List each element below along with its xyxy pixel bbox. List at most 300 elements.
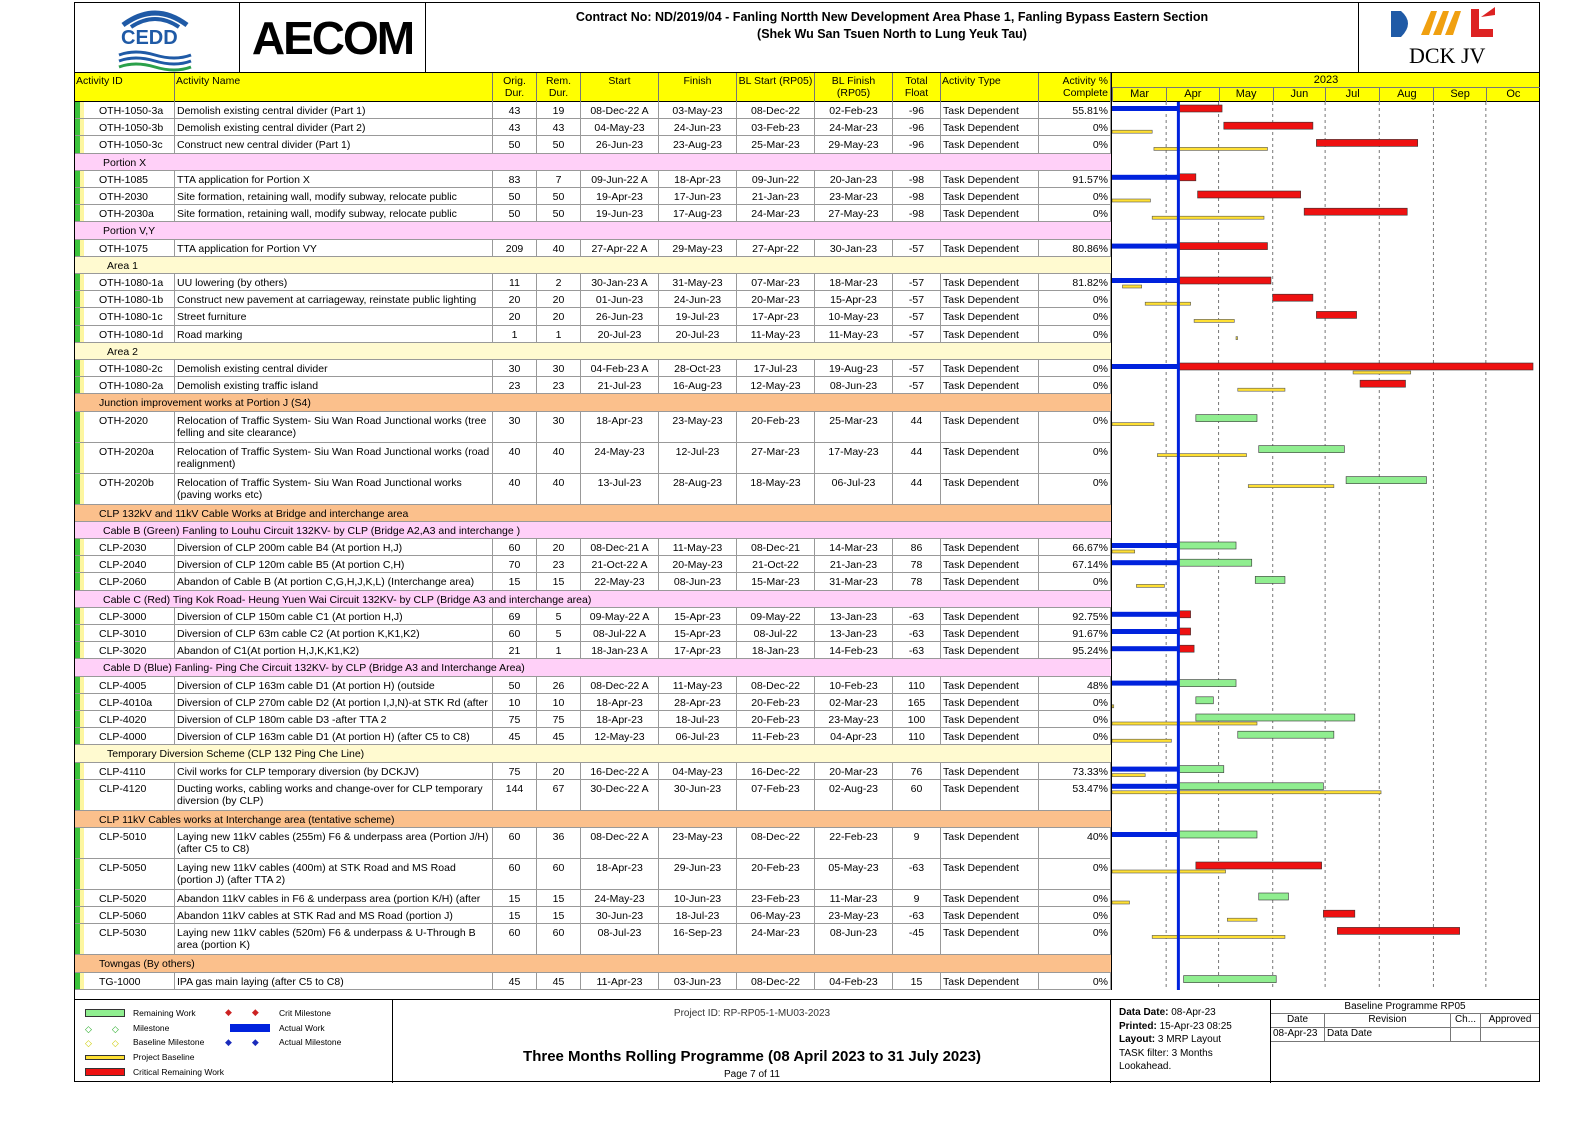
cell-id: OTH-2020a	[97, 443, 175, 473]
cell-rd: 20	[537, 539, 581, 555]
cell-f: 18-Apr-23	[659, 171, 737, 187]
remaining-work-bar	[1196, 697, 1213, 704]
cell-id: CLP-2060	[97, 573, 175, 589]
cell-tf: -96	[893, 136, 941, 152]
cell-rd: 15	[537, 907, 581, 923]
printed-label: Printed:	[1119, 1020, 1157, 1032]
rev-col-approved: Approved	[1488, 1014, 1532, 1025]
cell-bf: 19-Aug-23	[815, 360, 893, 376]
table-row[interactable]	[75, 573, 1111, 590]
critical-work-bar	[1337, 927, 1459, 934]
cell-rd: 40	[537, 474, 581, 504]
cell-od: 60	[493, 924, 537, 954]
cell-f: 06-Jul-23	[659, 728, 737, 744]
cell-bf: 18-Mar-23	[815, 274, 893, 290]
cell-bf: 14-Feb-23	[815, 642, 893, 658]
cell-name: Diversion of CLP 150m cable C1 (At portion H,J)	[175, 608, 493, 624]
cell-name: Demolish existing central divider	[175, 360, 493, 376]
legend-milestone: Milestone	[133, 1023, 170, 1033]
critical-work-bar	[1196, 862, 1322, 869]
cell-type: Task Dependent	[941, 924, 1039, 954]
actual-work-bar	[1112, 543, 1178, 548]
cell-s: 08-Dec-21 A	[581, 539, 659, 555]
cell-pc: 0%	[1039, 188, 1111, 204]
baseline-bar	[1112, 199, 1150, 202]
cell-od: 45	[493, 973, 537, 989]
aecom-logo: AECOM	[240, 3, 426, 73]
cedd-logo	[75, 3, 240, 73]
cell-tf: -96	[893, 119, 941, 135]
cell-tf: -63	[893, 859, 941, 889]
cell-tf: -63	[893, 907, 941, 923]
cell-od: 60	[493, 539, 537, 555]
actual-work-bar	[1112, 832, 1178, 837]
cell-rd: 2	[537, 274, 581, 290]
cell-s: 13-Jul-23	[581, 474, 659, 504]
cell-s: 09-Jun-22 A	[581, 171, 659, 187]
wbs-band[interactable]: Junction improvement works at Portion J (S4)	[75, 394, 1111, 411]
cell-s: 11-Apr-23	[581, 973, 659, 989]
cell-f: 28-Oct-23	[659, 360, 737, 376]
cell-bs: 20-Feb-23	[737, 694, 815, 710]
cell-type: Task Dependent	[941, 625, 1039, 641]
cell-pc: 40%	[1039, 828, 1111, 858]
cell-s: 18-Jan-23 A	[581, 642, 659, 658]
cell-f: 17-Aug-23	[659, 205, 737, 221]
cell-od: 43	[493, 119, 537, 135]
cell-pc: 91.67%	[1039, 625, 1111, 641]
actual-work-bar	[1112, 646, 1178, 651]
table-row[interactable]	[75, 556, 1111, 573]
cell-id: OTH-2020b	[97, 474, 175, 504]
table-row[interactable]	[75, 728, 1111, 745]
cell-name: Laying new 11kV cables (520m) F6 & underpass & U-Through B area (portion K)	[175, 924, 493, 954]
cell-s: 12-May-23	[581, 728, 659, 744]
cell-name: Ducting works, cabling works and change-over for CLP temporary diversion (by CLP)	[175, 780, 493, 810]
cell-tf: 44	[893, 474, 941, 504]
cell-name: Abandon 11kV cables at STK Rad and MS Road (portion J)	[175, 907, 493, 923]
baseline-bar	[1112, 705, 1114, 708]
cell-bs: 09-Jun-22	[737, 171, 815, 187]
cell-bs: 07-Mar-23	[737, 274, 815, 290]
dck-logo-graphic	[1359, 3, 1540, 43]
table-row[interactable]	[75, 625, 1111, 642]
layout-label: Layout:	[1119, 1034, 1156, 1045]
col-orig-dur[interactable]: Orig. Dur.	[493, 73, 537, 102]
cell-id: CLP-3000	[97, 608, 175, 624]
cell-bf: 04-Apr-23	[815, 728, 893, 744]
baseline-bar	[1157, 454, 1246, 457]
cell-rd: 20	[537, 308, 581, 324]
table-row[interactable]	[75, 642, 1111, 659]
cell-tf: 44	[893, 412, 941, 442]
table-row[interactable]	[75, 474, 1111, 505]
data-date-box	[1111, 1000, 1271, 1083]
cedd-logo-text: CEDD	[121, 27, 178, 49]
col-bl-start[interactable]: BL Start (RP05)	[737, 73, 815, 102]
cell-name: IPA gas main laying (after C5 to C8)	[175, 973, 493, 989]
rev-col-revision: Revision	[1325, 1014, 1451, 1028]
wbs-band[interactable]: Cable D (Blue) Fanling- Ping Che Circuit 132KV- by CLP (Bridge A3 and Interchange Area)	[75, 659, 1111, 676]
cell-f: 03-May-23	[659, 102, 737, 118]
cell-s: 26-Jun-23	[581, 136, 659, 152]
cell-bs: 16-Dec-22	[737, 763, 815, 779]
cell-s: 16-Dec-22 A	[581, 763, 659, 779]
col-activity-name[interactable]: Activity Name	[175, 73, 493, 102]
cell-od: 10	[493, 694, 537, 710]
cell-s: 21-Jul-23	[581, 377, 659, 393]
cell-type: Task Dependent	[941, 119, 1039, 135]
cell-f: 11-May-23	[659, 677, 737, 693]
table-row[interactable]	[75, 119, 1111, 136]
cell-od: 60	[493, 859, 537, 889]
wbs-band[interactable]: Area 2	[75, 343, 1111, 360]
cell-bs: 08-Dec-21	[737, 539, 815, 555]
cell-name: TTA application for Portion VY	[175, 240, 493, 256]
cell-name: Construct new central divider (Part 1)	[175, 136, 493, 152]
col-rem-dur[interactable]: Rem. Dur.	[537, 73, 581, 102]
legend-crit-milestone: Crit Milestone	[279, 1008, 331, 1018]
baseline-bar	[1112, 739, 1171, 742]
remaining-work-bar	[1178, 783, 1323, 790]
cell-bf: 10-May-23	[815, 308, 893, 324]
cell-f: 24-Jun-23	[659, 119, 737, 135]
cell-s: 30-Dec-22 A	[581, 780, 659, 810]
wbs-band[interactable]: Cable C (Red) Ting Kok Road- Heung Yuen Wai Circuit 132KV- by CLP (Bridge A3 and interchange area)	[75, 591, 1111, 608]
table-row[interactable]	[75, 412, 1111, 443]
cell-od: 15	[493, 573, 537, 589]
cell-s: 21-Oct-22 A	[581, 556, 659, 572]
cell-bf: 31-Mar-23	[815, 573, 893, 589]
cell-bf: 29-May-23	[815, 136, 893, 152]
rev-checked	[1451, 1028, 1481, 1042]
critical-work-bar	[1178, 174, 1195, 181]
remaining-work-swatch	[85, 1009, 125, 1017]
table-row[interactable]	[75, 539, 1111, 556]
table-row[interactable]	[75, 924, 1111, 955]
cell-f: 18-Jul-23	[659, 711, 737, 727]
rev-date: 08-Apr-23	[1271, 1028, 1325, 1042]
actual-work-bar	[1112, 629, 1178, 634]
table-row[interactable]	[75, 694, 1111, 711]
gantt-chart	[1111, 102, 1539, 990]
cell-id: OTH-1080-2a	[97, 377, 175, 393]
cell-id: OTH-1050-3b	[97, 119, 175, 135]
cell-id: CLP-5030	[97, 924, 175, 954]
task-filter: TASK filter: 3 Months Lookahead.	[1119, 1047, 1213, 1072]
cell-bf: 23-Mar-23	[815, 188, 893, 204]
col-start[interactable]: Start	[581, 73, 659, 102]
cell-id: OTH-2030a	[97, 205, 175, 221]
table-row[interactable]	[75, 171, 1111, 188]
cell-bs: 08-Dec-22	[737, 102, 815, 118]
cell-bs: 15-Mar-23	[737, 573, 815, 589]
cell-bf: 08-Jun-23	[815, 377, 893, 393]
cell-pc: 0%	[1039, 136, 1111, 152]
footer-title-box	[393, 1000, 1111, 1083]
remaining-work-bar	[1178, 542, 1236, 549]
cell-od: 11	[493, 274, 537, 290]
cell-rd: 43	[537, 119, 581, 135]
table-row[interactable]	[75, 205, 1111, 222]
cell-bs: 21-Oct-22	[737, 556, 815, 572]
cell-tf: -98	[893, 171, 941, 187]
cell-pc: 0%	[1039, 711, 1111, 727]
critical-work-bar	[1178, 105, 1222, 112]
cell-id: CLP-4005	[97, 677, 175, 693]
table-row[interactable]	[75, 859, 1111, 890]
cell-rd: 23	[537, 556, 581, 572]
cell-type: Task Dependent	[941, 780, 1039, 810]
cell-bf: 23-May-23	[815, 711, 893, 727]
cell-type: Task Dependent	[941, 171, 1039, 187]
cell-s: 19-Apr-23	[581, 188, 659, 204]
cell-f: 16-Sep-23	[659, 924, 737, 954]
table-row[interactable]	[75, 907, 1111, 924]
cell-od: 30	[493, 360, 537, 376]
cell-rd: 60	[537, 924, 581, 954]
cell-tf: -57	[893, 360, 941, 376]
cell-pc: 0%	[1039, 443, 1111, 473]
cell-pc: 0%	[1039, 205, 1111, 221]
cell-id: OTH-2020	[97, 412, 175, 442]
table-row[interactable]	[75, 102, 1111, 119]
cell-bs: 09-May-22	[737, 608, 815, 624]
dck-jv-logo	[1358, 3, 1539, 73]
cell-id: CLP-4000	[97, 728, 175, 744]
cell-tf: 60	[893, 780, 941, 810]
revision-row	[1271, 1028, 1539, 1042]
baseline-bar	[1152, 935, 1285, 938]
baseline-bar	[1112, 774, 1145, 777]
cell-name: Diversion of CLP 270m cable D2 (At portion I,J,N)-at STK Rd (after	[175, 694, 493, 710]
cell-id: OTH-1075	[97, 240, 175, 256]
table-row[interactable]	[75, 890, 1111, 907]
cell-tf: 110	[893, 728, 941, 744]
baseline-bar	[1248, 485, 1334, 488]
col-pct-complete[interactable]: Activity % Complete	[1039, 73, 1111, 102]
cell-bf: 05-May-23	[815, 859, 893, 889]
cell-type: Task Dependent	[941, 907, 1039, 923]
table-row[interactable]	[75, 608, 1111, 625]
baseline-bar	[1227, 918, 1257, 921]
cell-tf: -45	[893, 924, 941, 954]
cell-bs: 08-Dec-22	[737, 973, 815, 989]
cell-name: Abandon 11kV cables in F6 & underpass area (portion K/H) (after	[175, 890, 493, 906]
table-row[interactable]	[75, 828, 1111, 859]
wbs-band[interactable]: Portion V,Y	[75, 222, 1111, 239]
cell-bs: 17-Jul-23	[737, 360, 815, 376]
cell-pc: 66.67%	[1039, 539, 1111, 555]
wbs-band[interactable]: Portion X	[75, 154, 1111, 171]
cell-od: 20	[493, 308, 537, 324]
cell-name: Demolish existing traffic island	[175, 377, 493, 393]
cell-f: 23-May-23	[659, 412, 737, 442]
cell-bf: 15-Apr-23	[815, 291, 893, 307]
cell-bs: 06-May-23	[737, 907, 815, 923]
cell-bs: 12-May-23	[737, 377, 815, 393]
wbs-band[interactable]: CLP 11kV Cables works at Interchange area (tentative scheme)	[75, 811, 1111, 828]
cell-type: Task Dependent	[941, 291, 1039, 307]
cell-tf: 100	[893, 711, 941, 727]
dck-jv-text: DCK JV	[1409, 43, 1486, 68]
cell-pc: 73.33%	[1039, 763, 1111, 779]
printed-value: 15-Apr-23 08:25	[1159, 1020, 1232, 1032]
cell-bf: 17-May-23	[815, 443, 893, 473]
actual-work-bar	[1112, 244, 1178, 249]
footer-legend	[75, 999, 1539, 1082]
cell-od: 69	[493, 608, 537, 624]
cell-f: 24-Jun-23	[659, 291, 737, 307]
actual-work-swatch	[230, 1024, 270, 1032]
cell-type: Task Dependent	[941, 608, 1039, 624]
cell-s: 08-Jul-22 A	[581, 625, 659, 641]
cell-type: Task Dependent	[941, 573, 1039, 589]
cell-type: Task Dependent	[941, 360, 1039, 376]
cell-pc: 0%	[1039, 924, 1111, 954]
cell-name: Diversion of CLP 200m cable B4 (At portion H,J)	[175, 539, 493, 555]
wbs-band[interactable]: Cable B (Green) Fanling to Louhu Circuit 132KV- by CLP (Bridge A2,A3 and interchange )	[75, 522, 1111, 539]
cell-f: 29-May-23	[659, 240, 737, 256]
cell-pc: 91.57%	[1039, 171, 1111, 187]
table-row[interactable]	[75, 136, 1111, 153]
col-total-float[interactable]: Total Float	[893, 73, 941, 102]
cell-name: Laying new 11kV cables (400m) at STK Road and MS Road (portion J) (after TTA 2)	[175, 859, 493, 889]
cell-od: 209	[493, 240, 537, 256]
table-row[interactable]	[75, 291, 1111, 308]
schedule-sheet	[74, 2, 1540, 1082]
cell-id: OTH-1080-1c	[97, 308, 175, 324]
cell-id: CLP-4010a	[97, 694, 175, 710]
cell-rd: 23	[537, 377, 581, 393]
cell-name: Diversion of CLP 180m cable D3 -after TTA 2	[175, 711, 493, 727]
timeline-year: 2023	[1112, 73, 1540, 88]
cell-pc: 0%	[1039, 412, 1111, 442]
remaining-work-bar	[1184, 976, 1277, 983]
cell-rd: 1	[537, 326, 581, 342]
cell-type: Task Dependent	[941, 188, 1039, 204]
table-row[interactable]	[75, 240, 1111, 257]
wbs-band[interactable]: Temporary Diversion Scheme (CLP 132 Ping Che Line)	[75, 745, 1111, 762]
cell-type: Task Dependent	[941, 412, 1039, 442]
cell-s: 08-Jul-23	[581, 924, 659, 954]
wbs-band[interactable]: Area 1	[75, 257, 1111, 274]
table-row[interactable]	[75, 274, 1111, 291]
cell-name: Relocation of Traffic System- Siu Wan Road Junctional works (road realignment)	[175, 443, 493, 473]
cell-s: 04-Feb-23 A	[581, 360, 659, 376]
table-row[interactable]	[75, 973, 1111, 990]
baseline-milestone-icon: ◇ ◇	[85, 1038, 119, 1048]
cell-pc: 0%	[1039, 360, 1111, 376]
cell-bs: 20-Mar-23	[737, 291, 815, 307]
cell-rd: 67	[537, 780, 581, 810]
cell-rd: 7	[537, 171, 581, 187]
cell-type: Task Dependent	[941, 102, 1039, 118]
cell-tf: -57	[893, 377, 941, 393]
baseline-bar	[1112, 130, 1152, 133]
cell-f: 28-Apr-23	[659, 694, 737, 710]
cell-tf: 110	[893, 677, 941, 693]
cell-f: 20-May-23	[659, 556, 737, 572]
rev-approved	[1481, 1028, 1539, 1042]
cell-f: 31-May-23	[659, 274, 737, 290]
timeline-month-apr: Apr	[1166, 87, 1218, 102]
cell-name: Relocation of Traffic System- Siu Wan Road Junctional works (tree felling and site clearance)	[175, 412, 493, 442]
cell-s: 08-Dec-22 A	[581, 102, 659, 118]
remaining-work-bar	[1196, 415, 1257, 422]
cell-pc: 0%	[1039, 694, 1111, 710]
cell-bf: 20-Mar-23	[815, 763, 893, 779]
table-row[interactable]	[75, 763, 1111, 780]
cell-rd: 50	[537, 205, 581, 221]
timeline-month-may: May	[1219, 87, 1273, 102]
legend-actual-work: Actual Work	[279, 1023, 325, 1033]
cell-od: 50	[493, 677, 537, 693]
actual-work-bar	[1112, 364, 1178, 369]
cell-type: Task Dependent	[941, 859, 1039, 889]
cell-bs: 20-Feb-23	[737, 859, 815, 889]
cell-id: CLP-4110	[97, 763, 175, 779]
wbs-band[interactable]: CLP 132kV and 11kV Cable Works at Bridge and interchange area	[75, 505, 1111, 522]
table-row[interactable]	[75, 711, 1111, 728]
cell-bs: 27-Apr-22	[737, 240, 815, 256]
table-row[interactable]	[75, 360, 1111, 377]
cell-tf: -57	[893, 291, 941, 307]
table-row[interactable]	[75, 326, 1111, 343]
cell-name: Demolish existing central divider (Part 1)	[175, 102, 493, 118]
table-row[interactable]	[75, 377, 1111, 394]
cell-type: Task Dependent	[941, 136, 1039, 152]
cell-type: Task Dependent	[941, 205, 1039, 221]
cell-rd: 75	[537, 711, 581, 727]
cell-od: 75	[493, 763, 537, 779]
cell-tf: -57	[893, 308, 941, 324]
cell-bf: 02-Feb-23	[815, 102, 893, 118]
cell-type: Task Dependent	[941, 677, 1039, 693]
cell-tf: 76	[893, 763, 941, 779]
col-activity-type[interactable]: Activity Type	[941, 73, 1039, 102]
cell-type: Task Dependent	[941, 828, 1039, 858]
critical-work-bar	[1198, 191, 1301, 198]
cell-rd: 40	[537, 443, 581, 473]
cell-od: 21	[493, 642, 537, 658]
cell-od: 60	[493, 625, 537, 641]
col-finish[interactable]: Finish	[659, 73, 737, 102]
cell-type: Task Dependent	[941, 474, 1039, 504]
actual-work-bar	[1112, 106, 1178, 111]
cell-f: 15-Apr-23	[659, 625, 737, 641]
cell-f: 23-Aug-23	[659, 136, 737, 152]
cell-s: 22-May-23	[581, 573, 659, 589]
table-row[interactable]	[75, 188, 1111, 205]
cell-pc: 0%	[1039, 573, 1111, 589]
critical-work-bar	[1178, 243, 1267, 250]
table-row[interactable]	[75, 780, 1111, 811]
col-bl-finish[interactable]: BL Finish (RP05)	[815, 73, 893, 102]
wbs-band[interactable]: Towngas (By others)	[75, 955, 1111, 972]
cell-s: 18-Apr-23	[581, 711, 659, 727]
table-row[interactable]	[75, 308, 1111, 325]
programme-title: Three Months Rolling Programme (08 April 2023 to 31 July 2023)	[523, 1048, 981, 1065]
col-activity-id[interactable]: Activity ID	[75, 73, 175, 102]
cell-od: 40	[493, 474, 537, 504]
table-row[interactable]	[75, 443, 1111, 474]
legend-project-baseline: Project Baseline	[133, 1052, 195, 1062]
cell-tf: -98	[893, 188, 941, 204]
timeline-month-aug: Aug	[1379, 87, 1433, 102]
cell-rd: 60	[537, 859, 581, 889]
table-row[interactable]	[75, 677, 1111, 694]
